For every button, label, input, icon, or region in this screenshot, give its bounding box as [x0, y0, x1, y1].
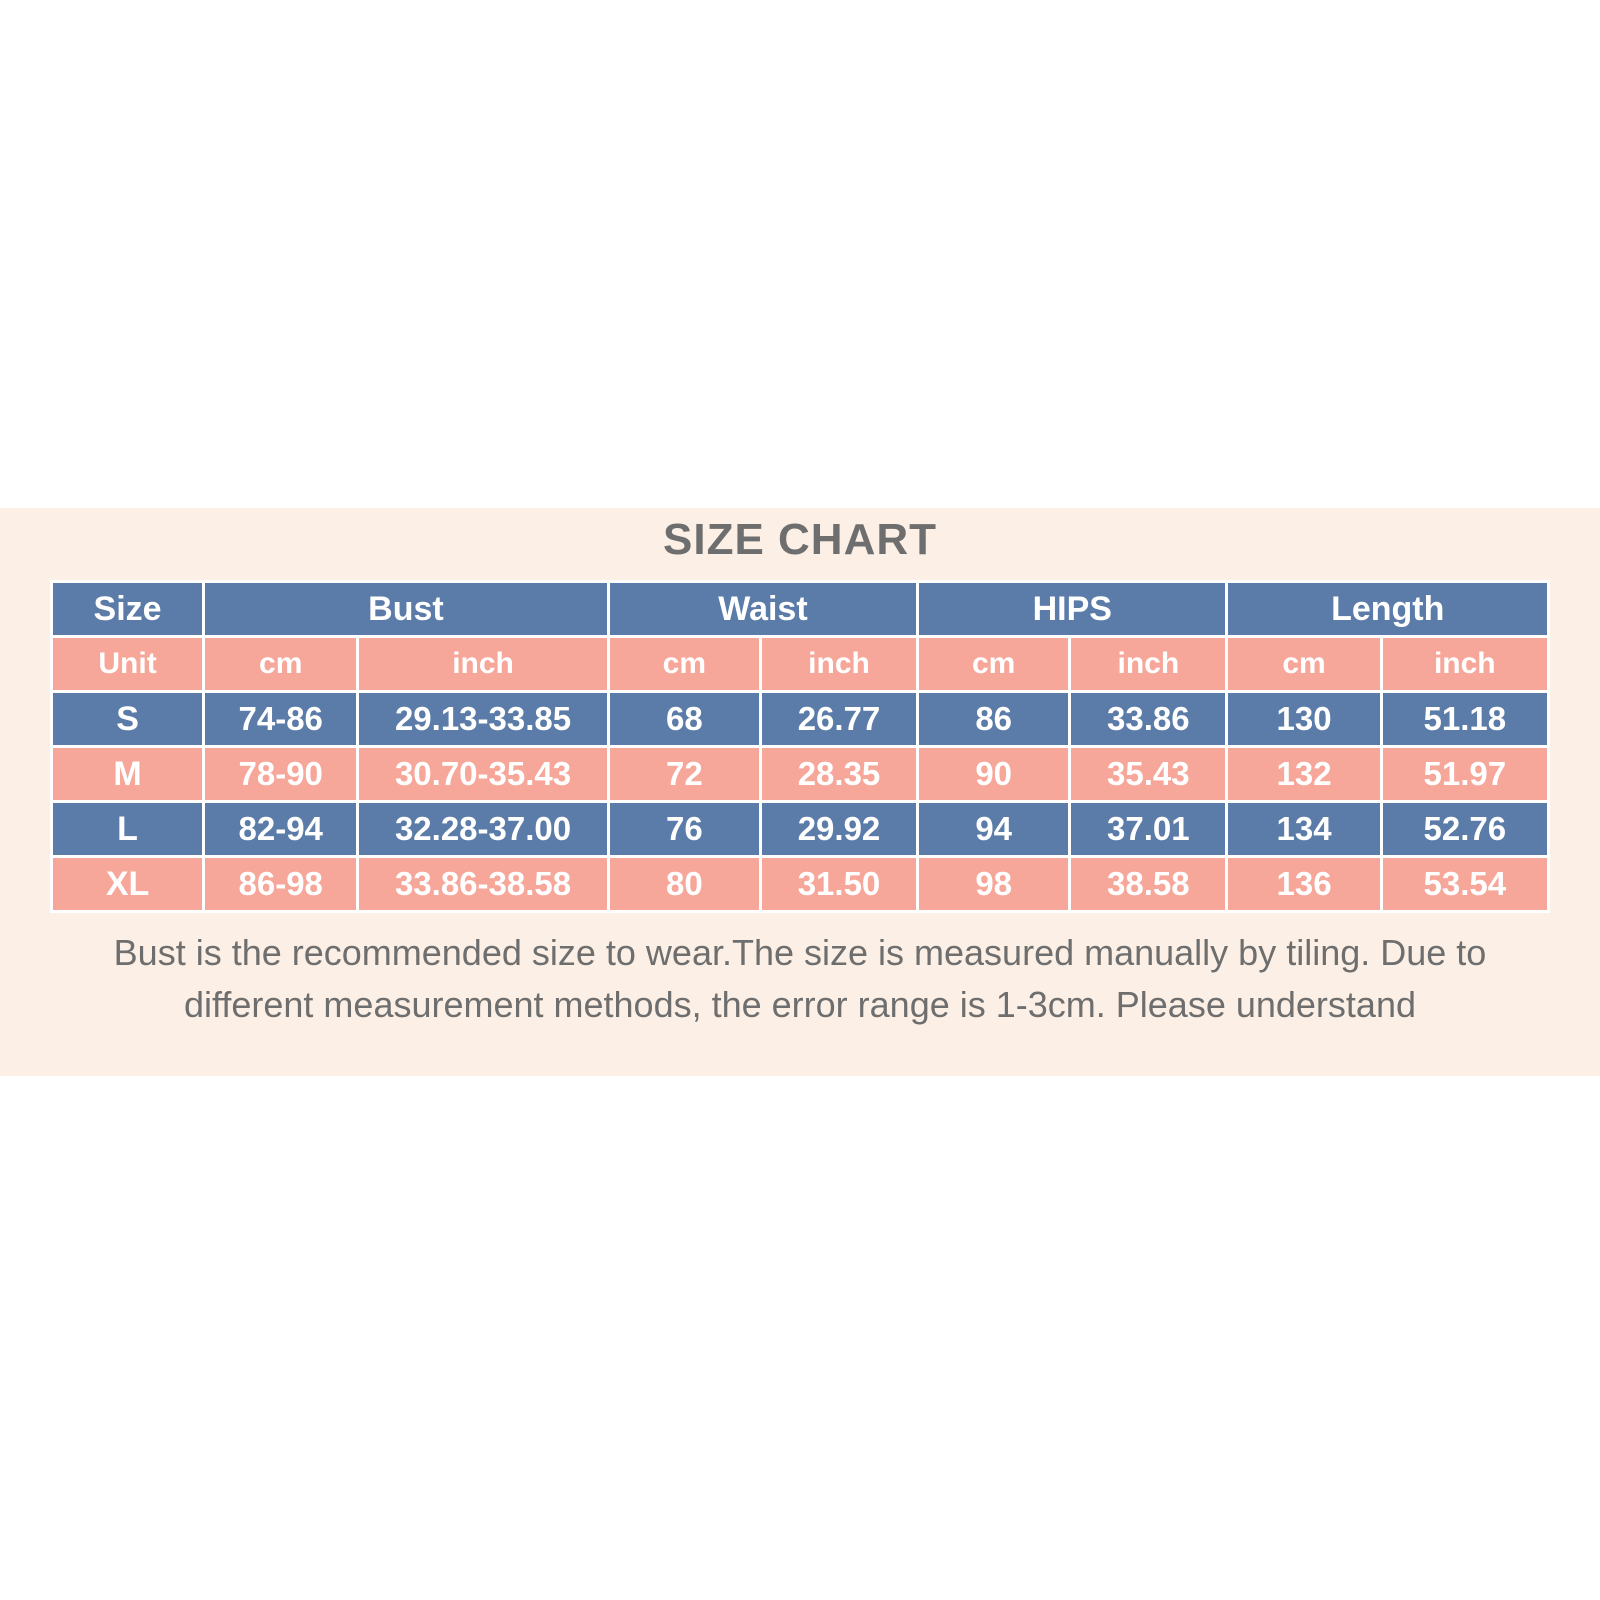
cell-bust-inch: 30.70-35.43: [358, 747, 609, 802]
table-row: [52, 747, 1549, 802]
unit-waist-inch: inch: [760, 637, 917, 692]
page-title: SIZE CHART: [663, 515, 937, 564]
unit-length-inch: inch: [1381, 637, 1548, 692]
cell-bust-cm: 74-86: [204, 692, 358, 747]
cell-waist-cm: 68: [608, 692, 760, 747]
unit-hips-cm: cm: [918, 637, 1070, 692]
cell-length-inch: 51.97: [1381, 747, 1548, 802]
header-size: Size: [52, 582, 204, 637]
table-header-row: [52, 582, 1549, 637]
cell-bust-inch: 29.13-33.85: [358, 692, 609, 747]
cell-hips-inch: 35.43: [1070, 747, 1227, 802]
cell-length-cm: 130: [1227, 692, 1381, 747]
size-chart-table: [50, 580, 1550, 913]
cell-length-inch: 51.18: [1381, 692, 1548, 747]
table-row: [52, 692, 1549, 747]
unit-length-cm: cm: [1227, 637, 1381, 692]
header-bust: Bust: [204, 582, 609, 637]
header-waist: Waist: [608, 582, 917, 637]
row-size-label: M: [52, 747, 204, 802]
measurement-note: Bust is the recommended size to wear.The size is measured manually by tiling. Due to different measurement methods, the error range is 1-3cm. Please understand: [113, 932, 1487, 1026]
unit-waist-cm: cm: [608, 637, 760, 692]
cell-waist-inch: 28.35: [760, 747, 917, 802]
cell-length-cm: 134: [1227, 802, 1381, 857]
cell-waist-cm: 80: [608, 857, 760, 912]
cell-bust-inch: 33.86-38.58: [358, 857, 609, 912]
row-size-label: L: [52, 802, 204, 857]
row-size-label: S: [52, 692, 204, 747]
unit-bust-cm: cm: [204, 637, 358, 692]
cell-length-inch: 52.76: [1381, 802, 1548, 857]
unit-row-label: Unit: [52, 637, 204, 692]
cell-hips-inch: 38.58: [1070, 857, 1227, 912]
cell-hips-inch: 37.01: [1070, 802, 1227, 857]
header-length: Length: [1227, 582, 1549, 637]
cell-waist-inch: 31.50: [760, 857, 917, 912]
cell-hips-cm: 86: [918, 692, 1070, 747]
table-row: [52, 857, 1549, 912]
cell-waist-inch: 29.92: [760, 802, 917, 857]
cell-waist-inch: 26.77: [760, 692, 917, 747]
cell-hips-inch: 33.86: [1070, 692, 1227, 747]
table-unit-row: [52, 637, 1549, 692]
cell-waist-cm: 72: [608, 747, 760, 802]
unit-hips-inch: inch: [1070, 637, 1227, 692]
cell-bust-cm: 82-94: [204, 802, 358, 857]
table-row: [52, 802, 1549, 857]
cell-hips-cm: 94: [918, 802, 1070, 857]
row-size-label: XL: [52, 857, 204, 912]
unit-bust-inch: inch: [358, 637, 609, 692]
cell-waist-cm: 76: [608, 802, 760, 857]
cell-bust-cm: 78-90: [204, 747, 358, 802]
cell-hips-cm: 90: [918, 747, 1070, 802]
cell-length-cm: 136: [1227, 857, 1381, 912]
size-chart-panel: [0, 508, 1600, 1076]
header-hips: HIPS: [918, 582, 1227, 637]
cell-bust-inch: 32.28-37.00: [358, 802, 609, 857]
cell-length-inch: 53.54: [1381, 857, 1548, 912]
cell-bust-cm: 86-98: [204, 857, 358, 912]
cell-length-cm: 132: [1227, 747, 1381, 802]
cell-hips-cm: 98: [918, 857, 1070, 912]
